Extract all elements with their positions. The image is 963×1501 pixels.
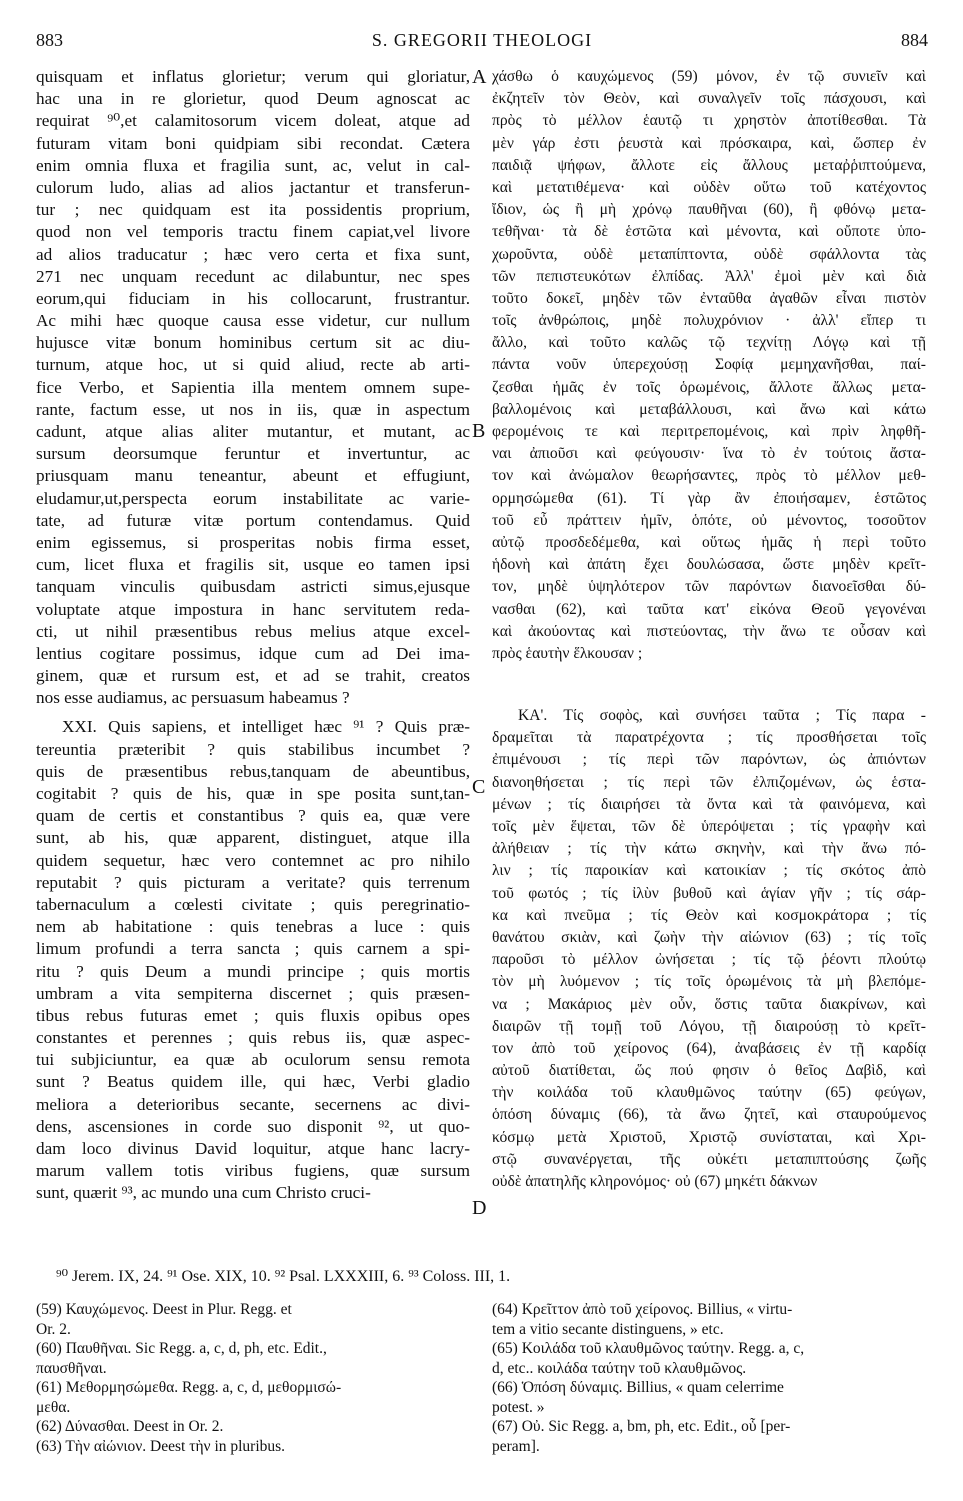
text-line: eorum,qui fiduciam in his collocarunt, frustrantur. <box>36 288 470 308</box>
text-line: quis de præsentibus rebus,tanquam de abeuntibus, <box>36 761 470 781</box>
text-line: hujusce vitæ bonum hominibus certum sit ac diu- <box>36 333 470 353</box>
text-line: ἡδονὴ καὶ ἀπάτη ἔχει δουλώσασα, ὥστε μηδὲν κρεῖτ- <box>492 556 926 574</box>
text-line: καὶ μετατιθέμενα· καὶ οὐδὲν οὕτω τοῦ κατέχοντος <box>492 178 926 196</box>
text-line: καὶ ἀκούοντας καὶ πιστεύοντας, τὴν ἄνω τε οὖσαν καὶ <box>492 622 926 640</box>
footnote-line: peram]. <box>492 1437 540 1455</box>
text-line: διαιρῶν τῇ τομῇ τοῦ Λόγου, τῇ διαιρούσῃ τὸ κρεῖτ- <box>492 1017 926 1035</box>
text-line: αὐτῷ προσδεδέμεθα, καὶ οὕτως ἡμᾶς ἡ περὶ τοῦτο <box>492 533 926 551</box>
running-title: S. GREGORII THEOLOGI <box>371 30 593 50</box>
text-line: cogitabit ? quis de his, quæ in spe posita sunt,tan- <box>36 784 470 803</box>
latin-column <box>36 66 470 1205</box>
text-line: turnum, atque hoc, ut si quid aliud, recte ab arti- <box>36 355 470 375</box>
text-line: cum, licet fluxa et fragilis sit, usque eo tamen ipsi <box>36 555 470 575</box>
text-line: φερομένοις τε καὶ περιτρεπομένοις, καὶ πρὶν ληφθῆ- <box>492 423 926 440</box>
text-line: διανοηθήσεται ; τίς περὶ τῶν ἐλπιζομένων, ὡς ἑστα- <box>492 773 926 791</box>
text-line: culorum ludo, alias ad alios jactantur et transferun- <box>36 177 470 197</box>
text-line: τοῖς ἀνθρώποις, μηδὲ πολυχρόνιον · ἀλλ' εἴπερ τι <box>492 312 926 330</box>
text-line: quisquam et inflatus glorietur; verum qui gloriatur, <box>36 67 470 86</box>
footnote-line: potest. » <box>492 1398 545 1416</box>
text-line: quam de certis et constantibus ? quis ea, quæ vere <box>36 806 470 826</box>
text-line: παροῦσι τὸ μέλλον ὠνήσεται ; τίς τῷ ῥέοντι πλούτῳ <box>492 951 926 969</box>
text-line: tur ; nec quidquam est ita possidentis proprium, <box>36 200 470 220</box>
footnote-line: tem a vitio secante distinguens, » etc. <box>492 1320 724 1338</box>
text-line: fice Verbo, et Sapientia illa mentem omnem supe- <box>36 377 470 397</box>
text-line: enim egissemus, si prosperitas nobis firma esset, <box>36 532 470 552</box>
text-line: quidem sequetur, hæc vero contemnet ac pro nihilo <box>36 850 470 870</box>
text-line: marum vallem totis viribus fugiens, quæ sursum <box>36 1161 470 1181</box>
text-line: meliora a deterioribus secante, secernens ac divi- <box>36 1094 470 1114</box>
text-line: hac una in re glorietur, quod Deum agnoscat ac <box>36 89 470 109</box>
footnote-line: (61) Μεθορμησώμεθα. Regg. a, c, d, μεθορμισώ- <box>36 1379 342 1396</box>
text-line: μὲν γάρ ἐστι ῥευστὰ καὶ πρόσκαιρα, καὶ, ὥσπερ ἐν <box>492 134 926 152</box>
text-line: sunt ? Beatus quidem ille, qui hæc, Verbi gladio <box>36 1072 470 1092</box>
footnote-line: (59) Καυχώμενος. Deest in Plur. Regg. et <box>36 1301 292 1318</box>
text-line: dam loco divinus David loquitur, atque hanc lacry- <box>36 1139 470 1158</box>
text-line: τον ἀπὸ τοῦ χείρονος (64), ἀναβάσεις ἐν τῇ καρδίᾳ <box>492 1039 926 1057</box>
text-line: ἴδιον, ὡς ἢ μὴ χρόνῳ παυθῆναι (60), ἢ φθόνῳ μετα- <box>492 201 926 219</box>
text-line: ritu ? quis Deum a mundi principe ; quis mortis <box>36 961 470 981</box>
column-marker-a: A <box>472 66 487 88</box>
column-marker-d: D <box>472 1197 487 1219</box>
text-line: ορμησώμεθα (61). Τί γὰρ ἂν ἐποιήσαμεν, ἑστῶτος <box>492 489 926 507</box>
text-line: ἐκζητεῖν τὸν Θεὸν, καὶ συναλγεῖν τοῖς πάσχουσι, καὶ <box>492 90 926 108</box>
text-line: τοῦτο δοκεῖ, μηδὲν τῶν ἐνταῦθα ἀγαθῶν εἶναι πιστὸν <box>492 289 926 307</box>
text-line: nos esse audiamus, ac persuasum habeamus ? <box>36 688 350 708</box>
footnote-line: Or. 2. <box>36 1320 71 1338</box>
footnote-line: (66) Ὁπόση δύναμις. Billius, « quam celerrime <box>492 1379 784 1396</box>
page-number-left: 883 <box>36 30 63 50</box>
running-header <box>36 30 928 58</box>
footnote-line: (63) Τὴν αἰώνιον. Deest τὴν in pluribus. <box>36 1437 286 1455</box>
text-line: θανάτου σκιὰν, καὶ ζωὴν τὴν αἰώνιον (63) ; τίς τοῖς <box>492 928 926 946</box>
text-line: ad alios traducatur ; hæc vero certa et fixa sunt, <box>36 244 470 264</box>
column-marker-c: C <box>472 776 486 798</box>
text-line: enim omnia fluxa et fragilia sunt, ac, velut in cal- <box>36 155 470 175</box>
text-line: priusquam manu teneantur, abeunt et effugiunt, <box>36 466 470 486</box>
text-line: ζεσθαι ἡμᾶς ἐν τοῖς ὁρωμένοις, ἄλλοτε ἄλλως μετα- <box>492 378 926 396</box>
footnotes-right <box>492 1300 926 1456</box>
footnote-line: (67) Οὐ. Sic Regg. a, bm, ph, etc. Edit., οὗ [per- <box>492 1418 791 1435</box>
text-line: voluptate atque impostura in hanc servitutem reda- <box>36 599 470 619</box>
footnote-line: παυσθῆναι. <box>36 1359 107 1377</box>
text-line: XXI. Quis sapiens, et intelliget hæc ⁹¹ ? Quis præ- <box>62 717 470 737</box>
text-line: Ac mihi hæc quoque causa esse videtur, cur nullum <box>36 311 470 331</box>
text-line: παιδιᾷ ψήφων, ἄλλοτε εἰς ἄλλους μεταῤῥιπτούμενα, <box>492 156 926 174</box>
footnotes-left <box>36 1300 470 1456</box>
text-line: δραμεῖται τὰ παρατρέχοντα ; τίς προσθήσεται τοῖς <box>492 729 926 747</box>
footnote-line: (62) Δύνασθαι. Deest in Or. 2. <box>36 1418 224 1435</box>
footnote-line: (64) Κρεῖττον ἀπὸ τοῦ χείρονος. Billius, « virtu- <box>492 1301 793 1318</box>
greek-paragraph-1 <box>492 66 926 665</box>
text-line: ὁπόση δύναμις (66), τὰ ἄνω ζητεῖ, καὶ σταυρούμενος <box>492 1106 926 1124</box>
text-line: requirat ⁹⁰,et calamitosorum vicem doleat, atque ad <box>36 111 470 131</box>
text-line: οὐδὲ ἀπατηλῆς κληρονόμος· οὐ (67) μηκέτι δάκνων <box>492 1173 818 1190</box>
text-line: ἄλλο, καὶ τοῦτο καλῶς τῷ τεχνίτῃ Λόγῳ καὶ τῇ <box>492 334 926 352</box>
latin-paragraph-2 <box>36 716 470 1204</box>
text-line: quod non vel temporis tractu finem capiat,vel livore <box>36 222 470 242</box>
column-marker-b: B <box>472 420 486 442</box>
text-line: constantes et perennes ; quis rebus iis, quæ aspec- <box>36 1028 470 1048</box>
text-line: ναι ἀπιοῦσι καὶ φεύγουσιν· ἵνα τὸ ἐν τούτοις ἄστα- <box>492 445 926 463</box>
text-line: ἀλήθειαν ; τίς τὴν κάτω σκηνὴν, καὶ τὴν ἄνω πό- <box>492 840 926 858</box>
text-line: τοῦ φωτός ; τίς ἰλὺν βυθοῦ καὶ ἁγίαν γῆν ; τίς σάρ- <box>492 884 926 902</box>
footnote-line: d, etc.. κοιλάδα ταύτην τοῦ κλαυθμῶνος. <box>492 1359 747 1377</box>
text-line: sursum deorsumque feruntur et invertuntur, ac <box>36 444 470 464</box>
text-line: tanquam vinculis quibusdam astricti simus,ejusque <box>36 577 470 597</box>
text-line: τῶν πεπιστευκότων ἐλπίδας. Ἀλλ' ἐμοὶ μὲν καὶ διὰ <box>492 267 926 285</box>
text-line: futuram vitam boni quidpiam sibi recondat. Cætera <box>36 133 470 153</box>
text-line: tui subjiciuntur, ea quæ ab oculorum sensu remota <box>36 1050 470 1070</box>
text-line: ginem, quæ et rursum est, et ad se trahit, creatos <box>36 666 470 686</box>
text-line: να ; Μακάριος μὲν οὖν, ὅστις ταῦτα διακρίνων, καὶ <box>492 995 926 1013</box>
text-line: κόσμῳ μετὰ Χριστοῦ, Χριστῷ συνίσταται, καὶ Χρι- <box>492 1128 926 1146</box>
footnote-line: (60) Παυθῆναι. Sic Regg. a, c, d, ph, etc. Edit., <box>36 1340 327 1357</box>
text-line: ἐπιμένουσι ; τίς περὶ τῶν παρόντων, ὡς ἀπιόντων <box>492 751 926 769</box>
greek-paragraph-2 <box>492 705 926 1193</box>
text-line: χάσθω ὁ καυχώμενος (59) μόνον, ἐν τῷ συνιεῖν καὶ <box>492 68 926 85</box>
text-line: limum profundi a terra sancta ; quis carnem a spi- <box>36 939 470 959</box>
text-line: μένων ; τίς διαιρήσει τὰ ὄντα καὶ τὰ φαινόμενα, καὶ <box>492 795 926 813</box>
text-line: πρὸς τὸ μέλλον ἑαυτῷ τι χρηστὸν ἀποτίθεσθαι. Τὰ <box>492 112 926 130</box>
text-line: αὐτοῦ διατίθεται, ὥς πού φησιν ὁ θεῖος Δαβὶδ, καὶ <box>492 1062 926 1080</box>
text-line: κα καὶ πνεῦμα ; τίς Θεὸν καὶ κοσμοκράτορα ; τίς <box>492 906 926 924</box>
text-line: umbram a vita sempiterna discernet ; quis præsen- <box>36 983 470 1003</box>
text-line: cti, ut nihil præsentibus rebus melius atque excel- <box>36 621 470 641</box>
text-line: τοῦ εὖ πράττειν ἡμῖν, ὁπότε, οὐ μένοντος, τοσοῦτον <box>492 511 926 529</box>
text-line: tibus rebus futuras emet ; quis fluxis opibus opes <box>36 1005 470 1025</box>
text-line: χωροῦντα, οὐδὲ μεταπίπτοντα, οὐδὲ σφάλλοντα τὰς <box>492 245 926 263</box>
text-line: rante, factum esse, ut nos in iis, quæ in aspectum <box>36 399 470 419</box>
text-line: λιν ; τίς παροικίαν καὶ κατοικίαν ; τίς σκότος ἀπὸ <box>492 862 926 880</box>
text-line: τεθῆναι· τὰ δὲ ἑστῶτα καὶ μένοντα, καὶ οὔποτε ὑπο- <box>492 223 926 241</box>
text-line: τὸν μὴ λυόμενον ; τίς τοῖς ὁρωμένοις τὰ μὴ βλεπόμε- <box>492 973 926 991</box>
text-line: dens, ascensiones in corde suo disponit ⁹², ut quo- <box>36 1116 470 1136</box>
text-line: lentius cogitare possimus, idque cum ad Dei ima- <box>36 643 470 663</box>
text-line: βαλλομένοις καὶ μεταβάλλουσι, καὶ ἄνω καὶ κάτω <box>492 400 926 418</box>
text-line: reputabit ? quis picturam a veritate? quis terrenum <box>36 872 470 892</box>
text-line: 271 nec unquam recedunt ac dilabuntur, nec spes <box>36 266 470 286</box>
text-line: nem ab habitatione : quis tenebras a luce : quis <box>36 917 470 937</box>
text-line: τὴν κοιλάδα τοῦ κλαυθμῶνος ταύτην (65) φεύγων, <box>492 1084 926 1102</box>
text-line: cadunt, atque alias aliter mutantur, et mutant, ac <box>36 422 470 441</box>
text-line: tereuntia præteribit ? quis stabilibus incumbet ? <box>36 739 470 759</box>
text-line: πρὸς ἑαυτὴν ἕλκουσαν ; <box>492 644 643 662</box>
text-line: sunt, ab his, quæ apparent, distinguet, atque illa <box>36 828 470 848</box>
text-line: νασθαι (62), καὶ ταῦτα κατ' εἰκόνα Θεοῦ γεγονέναι <box>492 600 926 618</box>
text-line: sunt, quærit ⁹³, ac mundo una cum Christo cruci- <box>36 1183 371 1203</box>
scripture-references: ⁹⁰ Jerem. IX, 24. ⁹¹ Ose. XIX, 10. ⁹² Psal. LXXXIII, 6. ⁹³ Coloss. III, 1. <box>56 1268 511 1285</box>
text-line: πάντα νοῦν ὑπερεχούσῃ Σοφίᾳ μεμηχανῆσθαι, παί- <box>492 356 926 374</box>
text-line: τοῖς μὲν ἕψεται, τῶν δὲ ὑπερόψεται ; τίς γραφὴν καὶ <box>492 818 926 835</box>
text-line: tate, ad futuræ vitæ portum contendamus. Quid <box>36 510 470 530</box>
footnote-line: μεθα. <box>36 1398 71 1416</box>
text-line: τον καὶ ἀνώμαλον θεωρήσαντες, πρὸς τὸ μέλλον μεθ- <box>492 467 926 485</box>
text-line: τον, μηδὲ ὑψηλότερον τῶν παρόντων διανοεῖσθαι δύ- <box>492 578 926 596</box>
text-line: ΚΑ'. Τίς σοφὸς, καὶ συνήσει ταῦτα ; Τίς παρα - <box>518 707 926 725</box>
text-line: στῷ συνανέργεται, τῆς οὐκέτι μεταπιπτούσης ζωῆς <box>492 1150 926 1168</box>
greek-column <box>492 66 926 1193</box>
page-number-right: 884 <box>901 30 928 50</box>
latin-paragraph-1 <box>36 66 470 709</box>
footnote-line: (65) Κοιλάδα τοῦ κλαυθμῶνος ταύτην. Regg. a, c, <box>492 1340 805 1357</box>
text-line: eludamur,ut,perspecta eorum instabilitate ac varie- <box>36 488 470 508</box>
text-line: tabernaculum a cœlesti civitate ; quis peregrinatio- <box>36 894 470 914</box>
